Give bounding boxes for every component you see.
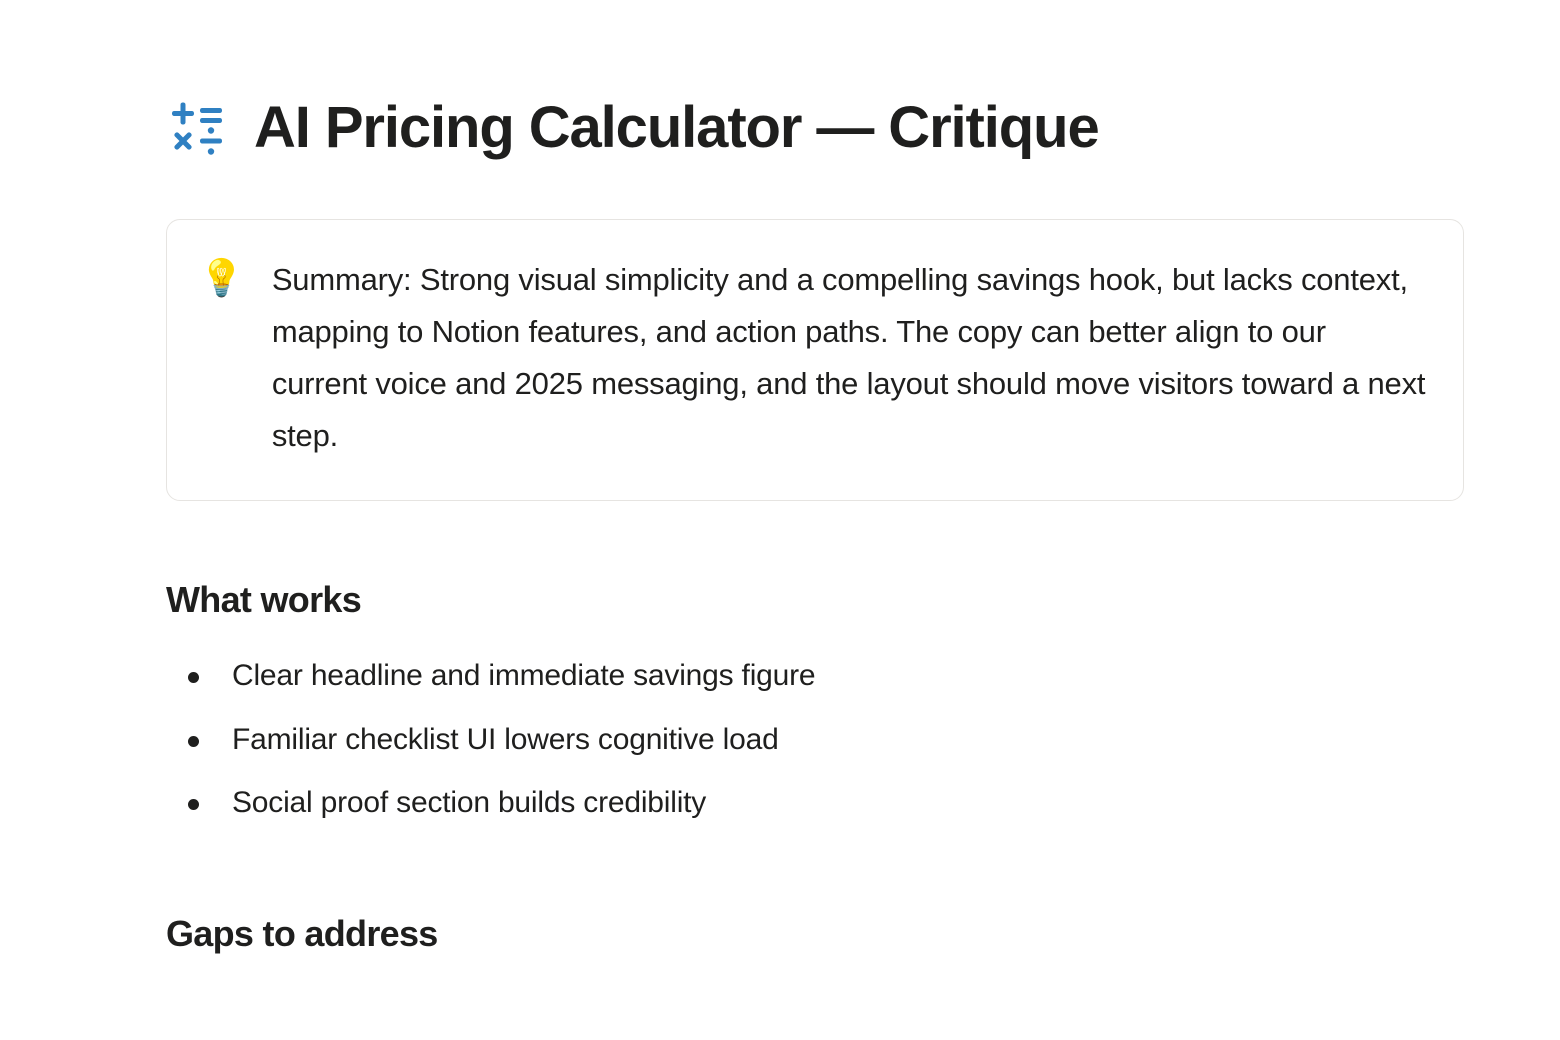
list-item: Clear headline and immediate savings figure bbox=[166, 655, 1464, 698]
summary-callout-text: Summary: Strong visual simplicity and a compelling savings hook, but lacks context, mapping to Notion features, and action paths. The copy can better align to our current voice and 2025 messaging, and the layout should move visitors toward a next step. bbox=[271, 261, 1426, 454]
document-content bbox=[166, 0, 1464, 955]
lightbulb-emoji: 💡 bbox=[199, 256, 244, 298]
what-works-list bbox=[166, 655, 1464, 825]
section-heading-gaps-to-address: Gaps to address bbox=[166, 913, 438, 955]
title-row bbox=[166, 96, 1464, 161]
summary-callout bbox=[166, 219, 1464, 501]
page-title: AI Pricing Calculator — Critique bbox=[254, 95, 1099, 160]
section-heading-what-works: What works bbox=[166, 579, 362, 621]
list-item: Familiar checklist UI lowers cognitive load bbox=[166, 719, 1464, 762]
pricing-calculator-icon[interactable] bbox=[166, 97, 228, 159]
list-item: Social proof section builds credibility bbox=[166, 782, 1464, 825]
